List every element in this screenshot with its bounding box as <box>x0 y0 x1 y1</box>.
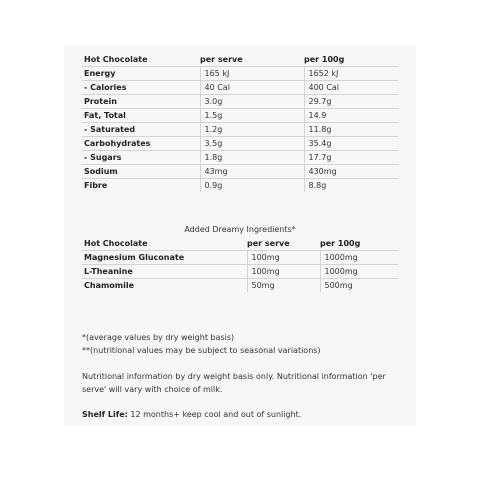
column-header: Hot Chocolate <box>84 54 148 64</box>
table-row <box>82 81 398 95</box>
per-serve-value: 3.0g <box>200 95 304 109</box>
per-100g-value: 430mg <box>304 165 398 179</box>
nutrient-label: - Sugars <box>82 151 200 165</box>
per-100g-value: 8.8g <box>304 179 398 193</box>
per-100g-value: 17.7g <box>304 151 398 165</box>
column-header: Hot Chocolate <box>84 238 148 248</box>
footnote-average: *(average values by dry weight basis) <box>82 333 235 342</box>
table-row <box>82 151 398 165</box>
table-header-row <box>82 237 398 251</box>
per-serve-value: 3.5g <box>200 137 304 151</box>
table-row <box>82 109 398 123</box>
nutrient-label: Fat, Total <box>82 109 200 123</box>
nutrition-info-text: Nutritional information by dry weight basis only. Nutritional information 'per serve' will vary with choice of milk. <box>82 372 386 394</box>
table-row <box>82 265 398 279</box>
ingredients-table <box>82 237 398 292</box>
per-serve-value: 43mg <box>200 165 304 179</box>
per-100g-value: 1652 kJ <box>304 67 398 81</box>
column-header: per 100g <box>304 54 345 64</box>
ingredients-caption: Added Dreamy Ingredients* <box>184 225 296 234</box>
per-serve-value: 1.5g <box>200 109 304 123</box>
per-serve-value: 0.9g <box>200 179 304 193</box>
table-row <box>82 165 398 179</box>
nutrient-label: - Calories <box>82 81 200 95</box>
per-100g-value: 11.8g <box>304 123 398 137</box>
shelf-life-label: Shelf Life: <box>82 410 128 419</box>
shelf-life-text: 12 months+ keep cool and out of sunlight. <box>127 410 302 419</box>
nutrient-label: - Saturated <box>82 123 200 137</box>
column-header: per serve <box>247 238 290 248</box>
nutrient-label: Carbohydrates <box>82 137 200 151</box>
nutrition-table <box>82 53 398 192</box>
ingredient-label: L-Theanine <box>82 265 247 279</box>
nutrient-label: Protein <box>82 95 200 109</box>
footnote-seasonal: **(nutritional values may be subject to seasonal variations) <box>82 346 321 355</box>
per-100g-value: 29.7g <box>304 95 398 109</box>
table-row <box>82 251 398 265</box>
column-header: per serve <box>200 54 243 64</box>
nutrient-label: Energy <box>82 67 200 81</box>
table-row <box>82 179 398 193</box>
table-row <box>82 137 398 151</box>
nutrient-label: Fibre <box>82 179 200 193</box>
per-100g-value: 500mg <box>320 279 398 293</box>
ingredient-label: Magnesium Gluconate <box>82 251 247 265</box>
per-100g-value: 14.9 <box>304 109 398 123</box>
per-serve-value: 40 Cal <box>200 81 304 95</box>
per-serve-value: 50mg <box>247 279 320 293</box>
shelf-life <box>82 408 402 421</box>
per-serve-value: 100mg <box>247 251 320 265</box>
per-serve-value: 1.2g <box>200 123 304 137</box>
table-row <box>82 67 398 81</box>
per-serve-value: 100mg <box>247 265 320 279</box>
per-serve-value: 165 kJ <box>200 67 304 81</box>
table-header-row <box>82 53 398 67</box>
table-row <box>82 279 398 293</box>
ingredient-label: Chamomile <box>82 279 247 293</box>
nutrition-panel <box>64 45 416 426</box>
table-row <box>82 95 398 109</box>
table-row <box>82 123 398 137</box>
per-100g-value: 1000mg <box>320 265 398 279</box>
column-header: per 100g <box>320 238 361 248</box>
per-100g-value: 400 Cal <box>304 81 398 95</box>
per-serve-value: 1.8g <box>200 151 304 165</box>
per-100g-value: 35.4g <box>304 137 398 151</box>
nutrient-label: Sodium <box>82 165 200 179</box>
per-100g-value: 1000mg <box>320 251 398 265</box>
